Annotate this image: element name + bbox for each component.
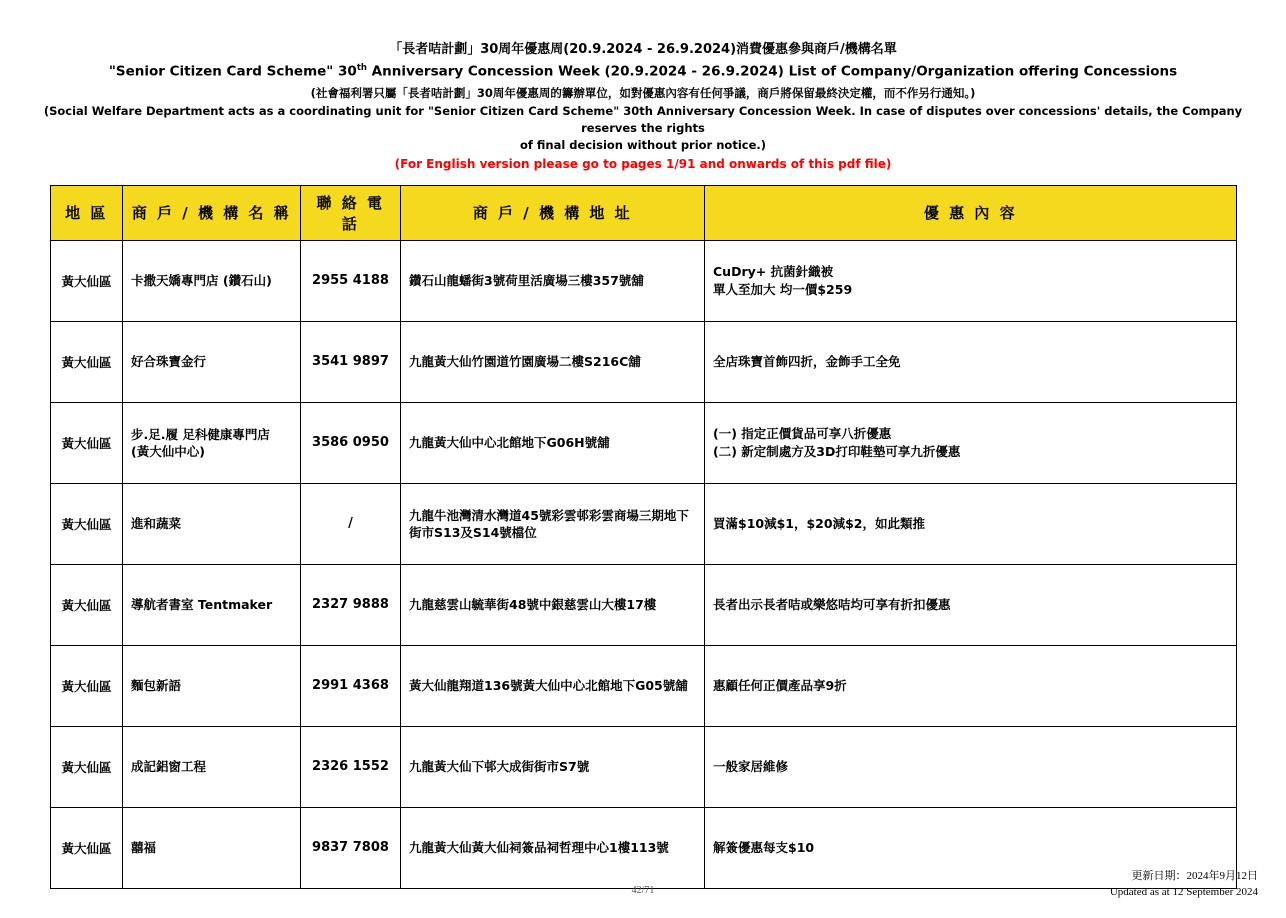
- cell-offer: [705, 321, 1237, 402]
- offer-line: 一般家居維修: [713, 758, 789, 774]
- cell-phone: 3541 9897: [301, 321, 401, 402]
- table-row: [51, 402, 1237, 483]
- column-header-phone: 聯 絡 電 話: [301, 185, 401, 240]
- cell-merchant-name: 進和蔬菜: [123, 483, 301, 564]
- offer-lines: [713, 425, 1228, 461]
- offer-line: 解簽優惠每支$10: [713, 839, 815, 855]
- table-row: [51, 483, 1237, 564]
- offer-lines: [713, 353, 1228, 371]
- title-chinese: 「長者咭計劃」30周年優惠周(20.9.2024 - 26.9.2024)消費優惠參與商戶/機構名單: [389, 42, 897, 57]
- table-row: [51, 321, 1237, 402]
- cell-phone: 2326 1552: [301, 726, 401, 807]
- table-row: [51, 240, 1237, 321]
- offer-line: 惠顧任何正價產品享9折: [713, 677, 847, 693]
- column-header-name: 商 戶 / 機 構 名 稱: [123, 185, 301, 240]
- merchant-listing-table: [50, 185, 1237, 889]
- cell-merchant-name: 成記鋁窗工程: [123, 726, 301, 807]
- cell-address: 黃大仙龍翔道136號黃大仙中心北館地下G05號舖: [401, 645, 705, 726]
- cell-district: 黃大仙區: [51, 402, 123, 483]
- offer-line: (二) 新定制處方及3D打印鞋墊可享九折優惠: [713, 443, 961, 459]
- title-english: [0, 59, 1286, 82]
- offer-lines: [713, 758, 1228, 776]
- cell-phone: 2955 4188: [301, 240, 401, 321]
- cell-merchant-name: 好合珠寶金行: [123, 321, 301, 402]
- table-row: [51, 645, 1237, 726]
- cell-address: 九龍黃大仙下邨大成街街市S7號: [401, 726, 705, 807]
- offer-line: 單人至加大 均一價$259: [713, 281, 853, 297]
- cell-address: 鑽石山龍蟠街3號荷里活廣場三樓357號舖: [401, 240, 705, 321]
- offer-lines: [713, 515, 1228, 533]
- cell-offer: [705, 726, 1237, 807]
- updated-date-english: Updated as at 12 September 2024: [1109, 886, 1258, 898]
- title-english-suffix: Anniversary Concession Week (20.9.2024 - 26.9.2024) List of Company/Organization offering Concessions: [366, 63, 1178, 80]
- offer-line: CuDry+ 抗菌針織被: [713, 263, 834, 279]
- ordinal-suffix: th: [356, 63, 367, 73]
- cell-district: 黃大仙區: [51, 726, 123, 807]
- cell-phone: 2327 9888: [301, 564, 401, 645]
- cell-merchant-name: 卡撒天嬌專門店 (鑽石山): [123, 240, 301, 321]
- cell-address: 九龍牛池灣清水灣道45號彩雲邨彩雲商場三期地下街市S13及S14號檔位: [401, 483, 705, 564]
- cell-merchant-name: 步.足.履 足科健康專門店 (黃大仙中心): [123, 402, 301, 483]
- cell-phone: 2991 4368: [301, 645, 401, 726]
- column-header-address: 商 戶 / 機 構 地 址: [401, 185, 705, 240]
- offer-lines: [713, 596, 1228, 614]
- cell-district: 黃大仙區: [51, 645, 123, 726]
- cell-merchant-name: 麵包新語: [123, 645, 301, 726]
- cell-offer: [705, 564, 1237, 645]
- merchant-table-container: [50, 185, 1236, 889]
- table-body: [51, 240, 1237, 888]
- cell-address: 九龍黃大仙黃大仙祠簽品祠哲理中心1樓113號: [401, 807, 705, 888]
- cell-address: 九龍慈雲山毓華街48號中銀慈雲山大樓17樓: [401, 564, 705, 645]
- offer-line: (一) 指定正價貨品可享八折優惠: [713, 425, 892, 441]
- document-header: [0, 0, 1286, 174]
- cell-phone: 9837 7808: [301, 807, 401, 888]
- updated-date: [1110, 868, 1258, 900]
- disclaimer-english-line2: of final decision without prior notice.): [519, 137, 767, 152]
- column-header-district: 地 區: [51, 185, 123, 240]
- cell-district: 黃大仙區: [51, 321, 123, 402]
- updated-date-chinese: 更新日期：2024年9月12日: [1131, 870, 1258, 882]
- cell-district: 黃大仙區: [51, 807, 123, 888]
- cell-offer: [705, 645, 1237, 726]
- cell-merchant-name: 囍福: [123, 807, 301, 888]
- page-number: 42/71: [631, 885, 655, 896]
- cell-phone: /: [301, 483, 401, 564]
- cell-address: 九龍黃大仙竹園道竹園廣場二樓S216C舖: [401, 321, 705, 402]
- cell-offer: [705, 402, 1237, 483]
- table-header-row: [51, 185, 1237, 240]
- cell-district: 黃大仙區: [51, 564, 123, 645]
- column-header-offer: 優 惠 內 容: [705, 185, 1237, 240]
- offer-line: 長者出示長者咭或樂悠咭均可享有折扣優惠: [713, 596, 951, 612]
- table-row: [51, 807, 1237, 888]
- offer-lines: [713, 839, 1228, 857]
- cell-phone: 3586 0950: [301, 402, 401, 483]
- disclaimer-chinese: (社會福利署只屬「長者咭計劃」30周年優惠周的籌辦單位，如對優惠內容有任何爭議，商戶將保留最終決定權，而不作另行通知。): [310, 85, 976, 100]
- offer-lines: [713, 263, 1228, 299]
- table-row: [51, 726, 1237, 807]
- cell-district: 黃大仙區: [51, 240, 123, 321]
- disclaimer-english-line1: (Social Welfare Department acts as a coordinating unit for "Senior Citizen Card Scheme" 30th Anniversary Concession Week. In case of disputes over concessions' details, the Company reserves the rights: [43, 103, 1243, 135]
- cell-merchant-name: 導航者書室 Tentmaker: [123, 564, 301, 645]
- title-english-prefix: "Senior Citizen Card Scheme" 30: [108, 63, 357, 80]
- offer-lines: [713, 677, 1228, 695]
- cell-district: 黃大仙區: [51, 483, 123, 564]
- cell-offer: [705, 240, 1237, 321]
- table-row: [51, 564, 1237, 645]
- offer-line: 全店珠寶首飾四折，金飾手工全免: [713, 353, 901, 369]
- table-header: [51, 185, 1237, 240]
- english-version-note: (For English version please go to pages 1/91 and onwards of this pdf file): [394, 156, 892, 171]
- cell-offer: [705, 483, 1237, 564]
- offer-line: 買滿$10減$1，$20減$2，如此類推: [713, 515, 925, 531]
- cell-address: 九龍黃大仙中心北館地下G06H號舖: [401, 402, 705, 483]
